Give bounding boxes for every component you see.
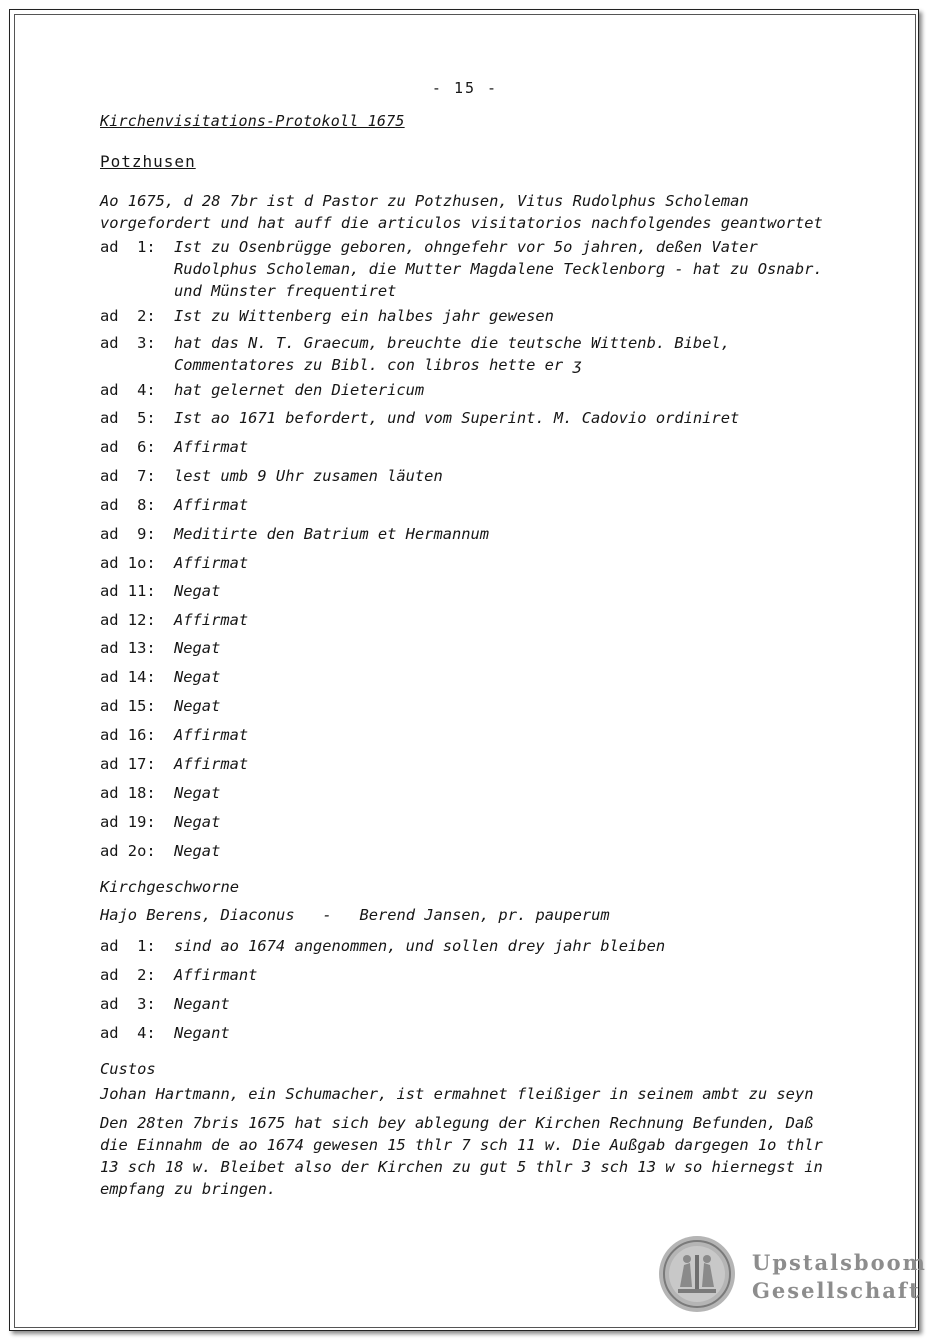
kirchgeschworne-heading: Kirchgeschworne — [100, 878, 239, 896]
answer-text: Ist zu Osenbrügge geboren, ohngefehr vor 5o jahren, deßen Vater Rudolphus Scholeman, die Mutter Magdalene Tecklenborg - hat zu Osnabr. und Münster frequentiret — [174, 238, 823, 300]
answer-label: ad 2o: — [100, 842, 156, 860]
answer-text: Negat — [174, 842, 221, 860]
answer-text: Negat — [174, 668, 221, 686]
answer-label: ad 18: — [100, 784, 156, 802]
answer-row — [100, 494, 840, 516]
answer-row — [100, 552, 840, 574]
answer-row — [100, 332, 840, 376]
answer-label: ad 7: — [100, 467, 156, 485]
answer-row — [100, 724, 840, 746]
answer-row — [100, 580, 840, 602]
answer-row — [100, 436, 840, 458]
answer-row — [100, 993, 840, 1015]
answer-label: ad 4: — [100, 1024, 156, 1042]
answer-row — [100, 840, 840, 862]
answer-label: ad 12: — [100, 611, 156, 629]
answer-row — [100, 609, 840, 631]
rechnung-paragraph: Den 28ten 7bris 1675 hat sich bey ablegung der Kirchen Rechnung Befunden, Daß die Einnahm de ao 1674 gewesen 15 thlr 7 sch 11 w. Die Außgab dargegen 1o thlr 13 sch 18 w. Bleibet also der Kirchen zu gut 5 thlr 3 sch 13 w so hiernegst in empfang zu bringen. — [100, 1114, 823, 1198]
answer-label: ad 11: — [100, 582, 156, 600]
answer-row — [100, 695, 840, 717]
answer-text: Affirmat — [174, 611, 249, 629]
answer-row — [100, 523, 840, 545]
answer-text: Meditirte den Batrium et Hermannum — [174, 525, 490, 543]
answer-label: ad 1: — [100, 937, 156, 955]
answer-text: Negat — [174, 813, 221, 831]
answer-text: Negat — [174, 639, 221, 657]
answer-row — [100, 964, 840, 986]
custos-heading: Custos — [100, 1060, 156, 1078]
answer-row — [100, 305, 840, 327]
answer-row — [100, 753, 840, 775]
answer-label: ad 17: — [100, 755, 156, 773]
logo-text-line2: Gesellschaft — [752, 1278, 921, 1303]
custos-text: Johan Hartmann, ein Schumacher, ist ermahnet fleißiger in seinem ambt zu seyn — [100, 1085, 814, 1103]
kirchgeschworne-names: Hajo Berens, Diaconus - Berend Jansen, pr. pauperum — [100, 906, 610, 924]
answer-label: ad 14: — [100, 668, 156, 686]
answer-label: ad 19: — [100, 813, 156, 831]
answer-row — [100, 666, 840, 688]
answer-text: Negant — [174, 1024, 230, 1042]
seal-icon — [658, 1235, 736, 1313]
answer-text: Affirmat — [174, 554, 249, 572]
answer-text: Affirmat — [174, 438, 249, 456]
page-number: - 15 - — [431, 79, 499, 97]
document-title: Kirchenvisitations-Protokoll 1675 — [100, 112, 405, 130]
answer-text: Affirmant — [174, 966, 258, 984]
answer-text: Ist ao 1671 befordert, und vom Superint. M. Cadovio ordiniret — [174, 409, 740, 427]
section-heading-potzhusen: Potzhusen — [100, 152, 196, 171]
answer-label: ad 15: — [100, 697, 156, 715]
answer-label: ad 4: — [100, 381, 156, 399]
answer-text: Affirmat — [174, 496, 249, 514]
answer-text: Negat — [174, 697, 221, 715]
intro-paragraph: Ao 1675, d 28 7br ist d Pastor zu Potzhusen, Vitus Rudolphus Scholeman vorgefordert und hat auff die articulos visitatorios nachfolgendes geantwortet — [100, 192, 823, 232]
answer-row — [100, 637, 840, 659]
answer-label: ad 9: — [100, 525, 156, 543]
answer-label: ad 1o: — [100, 554, 156, 572]
answer-row — [100, 935, 840, 957]
answer-label: ad 2: — [100, 307, 156, 325]
answer-row — [100, 465, 840, 487]
answer-text: sind ao 1674 angenommen, und sollen drey jahr bleiben — [174, 937, 666, 955]
answer-text: Affirmat — [174, 755, 249, 773]
answer-text: Affirmat — [174, 726, 249, 744]
answer-label: ad 2: — [100, 966, 156, 984]
answer-label: ad 3: — [100, 334, 156, 352]
answer-row — [100, 407, 840, 429]
answer-row — [100, 811, 840, 833]
answer-label: ad 13: — [100, 639, 156, 657]
answer-label: ad 3: — [100, 995, 156, 1013]
logo-text-line1: Upstalsboom — [752, 1250, 927, 1275]
answer-text: Negat — [174, 582, 221, 600]
answer-label: ad 16: — [100, 726, 156, 744]
answer-label: ad 6: — [100, 438, 156, 456]
answer-row — [100, 236, 840, 302]
answer-row — [100, 379, 840, 401]
answer-text: lest umb 9 Uhr zusamen läuten — [174, 467, 443, 485]
answer-label: ad 8: — [100, 496, 156, 514]
answer-text: hat das N. T. Graecum, breuchte die teutsche Wittenb. Bibel, Commentatores zu Bibl. con libros hette er ʒ — [174, 334, 730, 374]
answer-row — [100, 1022, 840, 1044]
answer-label: ad 5: — [100, 409, 156, 427]
answer-text: Negant — [174, 995, 230, 1013]
answer-text: Negat — [174, 784, 221, 802]
answer-text: hat gelernet den Dietericum — [174, 381, 425, 399]
answer-label: ad 1: — [100, 238, 156, 256]
answer-row — [100, 782, 840, 804]
answer-text: Ist zu Wittenberg ein halbes jahr gewesen — [174, 307, 554, 325]
logo — [658, 1235, 927, 1315]
